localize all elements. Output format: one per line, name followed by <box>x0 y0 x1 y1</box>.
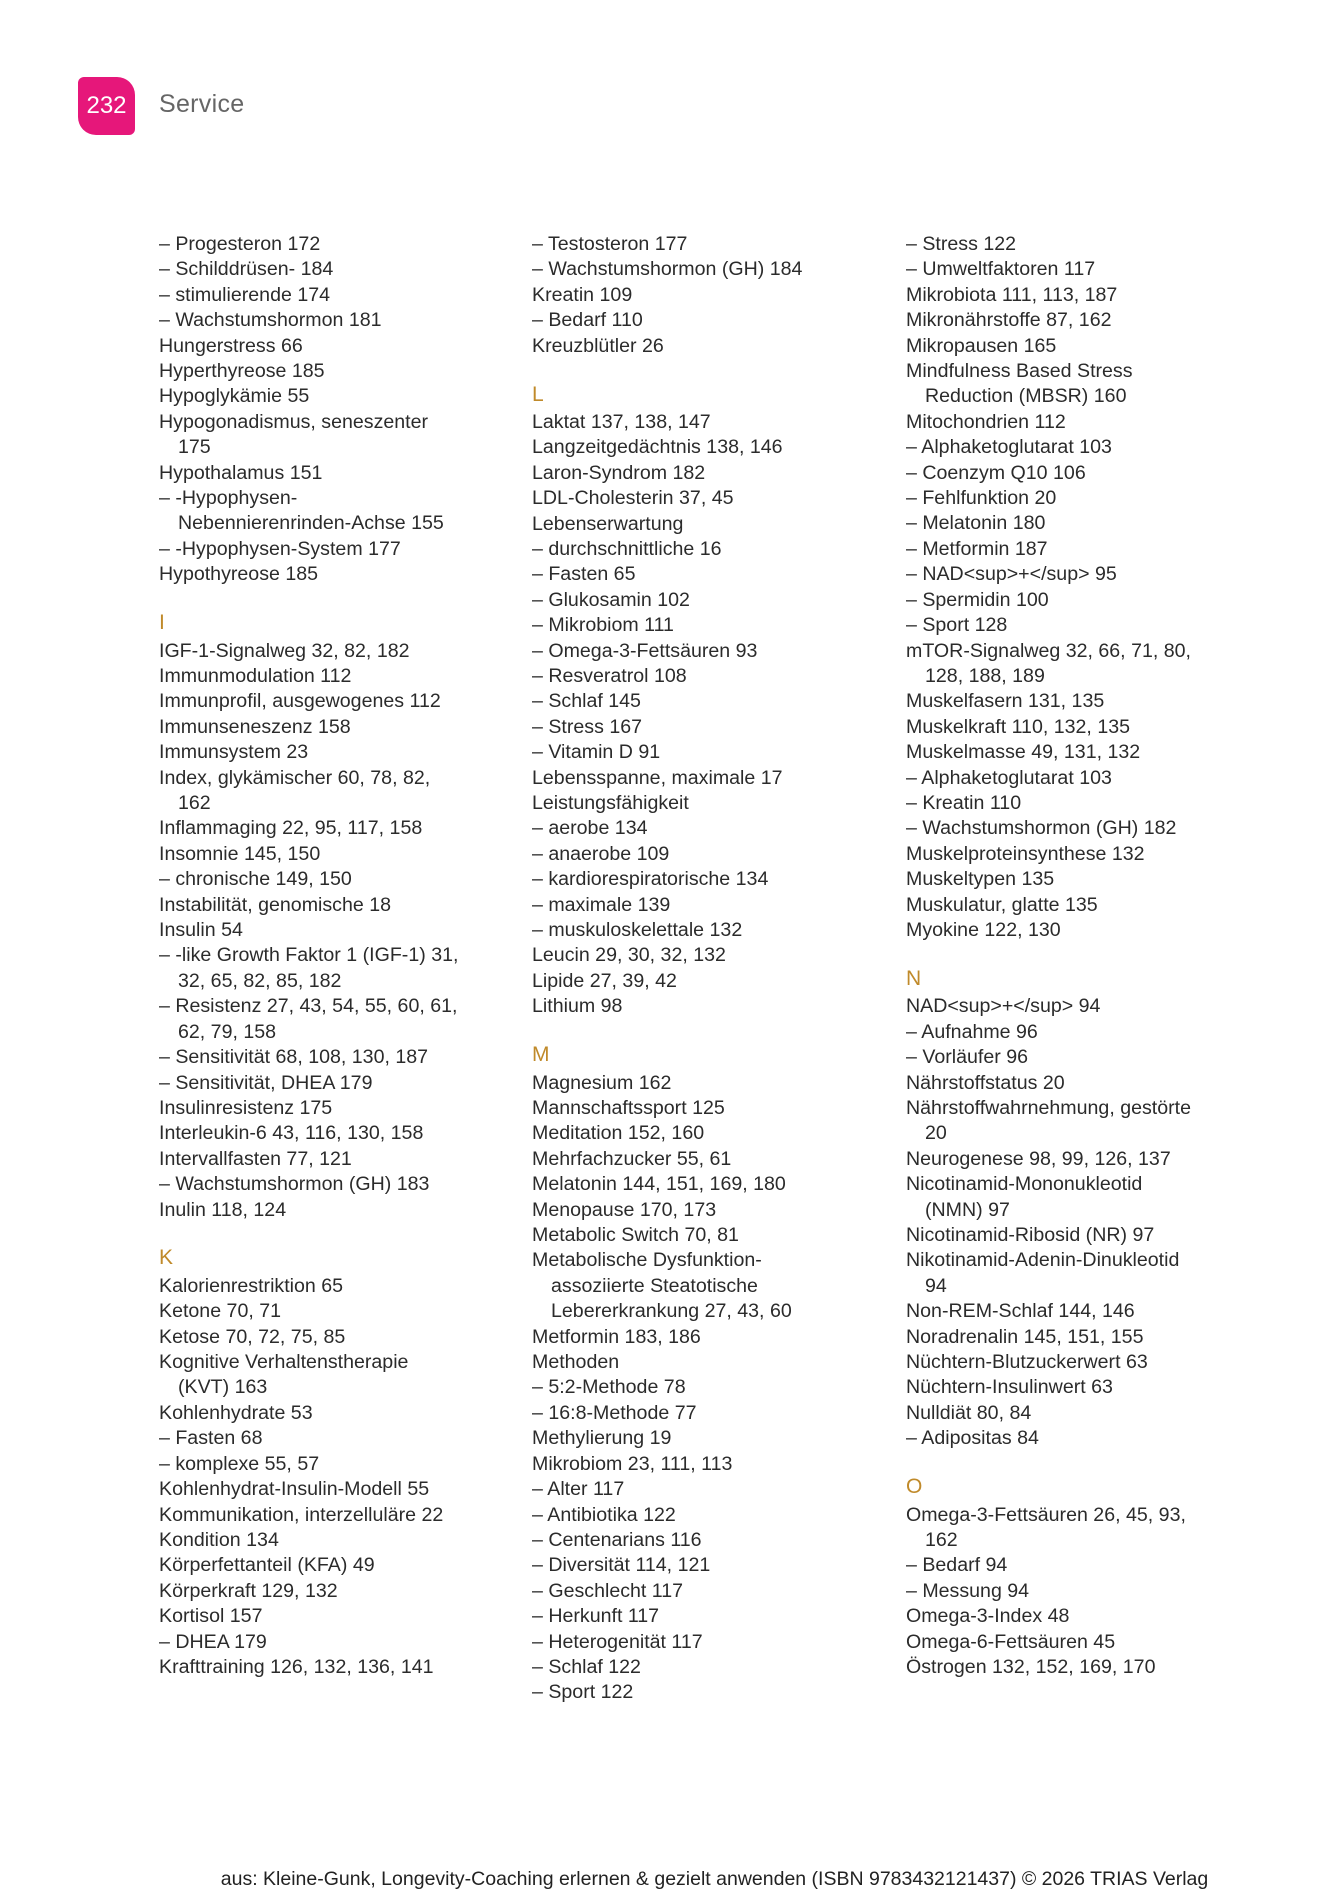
index-entry: Muskelmasse 49, 131, 132 <box>906 741 1141 764</box>
index-entry: Index, glykämischer 60, 78, 82, <box>159 766 431 789</box>
index-entry: – Bedarf 94 <box>906 1554 1008 1577</box>
index-entry: Lithium 98 <box>532 995 623 1018</box>
index-entry: – Schlaf 145 <box>532 690 641 713</box>
index-entry: Muskelfasern 131, 135 <box>906 690 1105 713</box>
index-entry: – Mikrobiom 111 <box>532 614 674 637</box>
index-entry: NAD<sup>+</sup> 94 <box>906 995 1101 1018</box>
index-entry-continuation: assoziierte Steatotische <box>551 1274 758 1297</box>
index-entry: Mindfulness Based Stress <box>906 360 1133 383</box>
index-entry: – aerobe 134 <box>532 817 648 840</box>
index-entry: Nüchtern-Blutzuckerwert 63 <box>906 1350 1148 1373</box>
index-entry: Hypoglykämie 55 <box>159 385 310 408</box>
index-entry: – komplexe 55, 57 <box>159 1452 320 1475</box>
index-entry: Muskulatur, glatte 135 <box>906 893 1098 916</box>
index-entry: – NAD<sup>+</sup> 95 <box>906 563 1117 586</box>
copyright-footer: aus: Kleine-Gunk, Longevity-Coaching erlernen & gezielt anwenden (ISBN 9783432121437) © 2026 TRIAS Verlag <box>220 1868 1209 1890</box>
index-entry: – Antibiotika 122 <box>532 1503 676 1526</box>
index-entry: Laktat 137, 138, 147 <box>532 410 711 433</box>
index-entry: Hypothalamus 151 <box>159 461 323 484</box>
index-entry: Nulldiät 80, 84 <box>906 1401 1032 1424</box>
index-entry: Mikrobiota 111, 113, 187 <box>906 283 1118 306</box>
index-entry: Mikropausen 165 <box>906 334 1057 357</box>
index-entry: Kohlenhydrate 53 <box>159 1401 313 1424</box>
index-entry: Omega-3-Index 48 <box>906 1605 1070 1628</box>
index-entry: – Schilddrüsen- 184 <box>159 258 334 281</box>
index-entry: Metabolic Switch 70, 81 <box>532 1224 739 1247</box>
index-entry: – Heterogenität 117 <box>532 1630 703 1653</box>
index-entry: Nährstoffwahrnehmung, gestörte <box>906 1096 1191 1119</box>
index-entry-continuation: 94 <box>925 1274 947 1297</box>
index-entry: Ketone 70, 71 <box>159 1300 282 1323</box>
index-entry: Interleukin-6 43, 116, 130, 158 <box>159 1122 424 1145</box>
index-entry: – Glukosamin 102 <box>532 588 690 611</box>
index-entry: Non-REM-Schlaf 144, 146 <box>906 1300 1135 1323</box>
index-entry: Muskelproteinsynthese 132 <box>906 842 1145 865</box>
index-entry-continuation: 20 <box>925 1122 947 1145</box>
index-entry: Mehrfachzucker 55, 61 <box>532 1147 732 1170</box>
index-entry: Nicotinamid-Mononukleotid <box>906 1173 1143 1196</box>
index-entry: – Resistenz 27, 43, 54, 55, 60, 61, <box>159 995 458 1018</box>
index-entry: – Sport 122 <box>532 1681 634 1704</box>
index-entry: Nikotinamid-Adenin-Dinukleotid <box>906 1249 1180 1272</box>
index-column-2 <box>532 232 872 1706</box>
index-entry: Hungerstress 66 <box>159 334 303 357</box>
index-entry: Kreatin 109 <box>532 283 633 306</box>
index-entry-continuation: 32, 65, 82, 85, 182 <box>178 969 342 992</box>
index-entry: – Melatonin 180 <box>906 512 1046 535</box>
index-entry: – Resveratrol 108 <box>532 665 687 687</box>
index-entry: – Fasten 68 <box>159 1427 263 1450</box>
index-entry: – Geschlecht 117 <box>532 1579 684 1602</box>
index-entry: Meditation 152, 160 <box>532 1122 705 1145</box>
index-entry: – Spermidin 100 <box>906 588 1049 611</box>
index-entry: Omega-3-Fettsäuren 26, 45, 93, <box>906 1503 1186 1526</box>
index-entry: Inulin 118, 124 <box>159 1198 287 1221</box>
index-entry-continuation: 62, 79, 158 <box>178 1020 277 1043</box>
index-entry: Östrogen 132, 152, 169, 170 <box>906 1655 1156 1678</box>
index-entry: – Sport 128 <box>906 614 1008 637</box>
index-letter-heading: O <box>906 1475 923 1499</box>
index-entry-continuation: Reduction (MBSR) 160 <box>925 385 1127 408</box>
index-entry-continuation: 128, 188, 189 <box>925 664 1045 687</box>
index-entry: – -Hypophysen- <box>159 487 298 510</box>
index-entry: – chronische 149, 150 <box>159 868 352 891</box>
index-entry: – Centenarians 116 <box>532 1528 702 1551</box>
index-entry: Muskeltypen 135 <box>906 868 1055 891</box>
index-entry: – Kreatin 110 <box>906 791 1022 814</box>
index-entry: – 16:8-Methode 77 <box>532 1401 697 1424</box>
index-column-1 <box>159 232 499 1680</box>
index-entry-continuation: 162 <box>925 1528 958 1551</box>
index-entry: Ketose 70, 72, 75, 85 <box>159 1325 346 1348</box>
index-entry-continuation: 162 <box>178 792 211 815</box>
index-entry: Inflammaging 22, 95, 117, 158 <box>159 817 423 840</box>
index-entry: – muskuloskelettale 132 <box>532 919 743 942</box>
index-letter-heading: L <box>532 382 544 406</box>
index-entry: Metformin 183, 186 <box>532 1325 701 1348</box>
index-entry: – Schlaf 122 <box>532 1655 641 1678</box>
index-entry: Kreuzblütler 26 <box>532 334 664 357</box>
index-entry-continuation: Nebennierenrinden-Achse 155 <box>178 512 444 535</box>
index-entry: Hypogonadismus, seneszenter <box>159 410 429 433</box>
index-entry: Muskelkraft 110, 132, 135 <box>906 715 1131 738</box>
index-entry: Kortisol 157 <box>159 1605 263 1628</box>
index-entry: Neurogenese 98, 99, 126, 137 <box>906 1147 1171 1170</box>
index-entry: Nährstoffstatus 20 <box>906 1071 1065 1094</box>
index-entry: Kondition 134 <box>159 1528 279 1551</box>
index-entry: – -like Growth Faktor 1 (IGF-1) 31, <box>159 944 459 967</box>
index-entry: Intervallfasten 77, 121 <box>159 1147 352 1170</box>
index-entry: Hyperthyreose 185 <box>159 360 325 383</box>
section-title: Service <box>159 90 245 118</box>
index-entry: – 5:2-Methode 78 <box>532 1376 686 1399</box>
index-entry-continuation: (KVT) 163 <box>178 1376 268 1399</box>
index-entry: Menopause 170, 173 <box>532 1198 717 1221</box>
index-entry: Noradrenalin 145, 151, 155 <box>906 1325 1144 1348</box>
index-entry: – Diversität 114, 121 <box>532 1554 711 1577</box>
index-entry: Omega-6-Fettsäuren 45 <box>906 1630 1116 1653</box>
index-entry: – Sensitivität, DHEA 179 <box>159 1071 373 1094</box>
index-entry: Kalorienrestriktion 65 <box>159 1274 344 1297</box>
index-entry-continuation: (NMN) 97 <box>925 1198 1010 1221</box>
index-entry: Kommunikation, interzelluläre 22 <box>159 1503 444 1526</box>
index-entry: – Vorläufer 96 <box>906 1046 1029 1069</box>
index-entry: – Messung 94 <box>906 1579 1030 1602</box>
index-entry: – Coenzym Q10 106 <box>906 461 1086 484</box>
index-entry: Lipide 27, 39, 42 <box>532 969 677 992</box>
index-entry: – -Hypophysen-System 177 <box>159 537 401 560</box>
index-entry: Leucin 29, 30, 32, 132 <box>532 944 726 967</box>
index-entry: Mikrobiom 23, 111, 113 <box>532 1452 733 1475</box>
index-entry: Lebenserwartung <box>532 512 684 535</box>
index-entry: – Sensitivität 68, 108, 130, 187 <box>159 1046 429 1069</box>
index-entry: – Wachstumshormon (GH) 184 <box>532 258 803 281</box>
index-entry: – Stress 122 <box>906 233 1017 255</box>
index-letter-heading: K <box>159 1246 174 1270</box>
index-entry: – Wachstumshormon 181 <box>159 309 382 332</box>
index-entry: – Omega-3-Fettsäuren 93 <box>532 639 758 662</box>
index-entry: Immunprofil, ausgewogenes 112 <box>159 690 441 713</box>
index-entry: Melatonin 144, 151, 169, 180 <box>532 1173 786 1196</box>
index-letter-heading: I <box>159 611 165 635</box>
index-entry: – Vitamin D 91 <box>532 741 661 764</box>
index-entry: Insomnie 145, 150 <box>159 842 321 865</box>
index-entry: Mannschaftssport 125 <box>532 1097 725 1119</box>
index-entry: – anaerobe 109 <box>532 842 670 865</box>
index-entry: Nicotinamid-Ribosid (NR) 97 <box>906 1223 1155 1246</box>
index-entry: – Bedarf 110 <box>532 309 643 332</box>
index-entry: – Aufnahme 96 <box>906 1020 1038 1043</box>
index-entry: – Alphaketoglutarat 103 <box>906 436 1112 459</box>
index-entry: Nüchtern-Insulinwert 63 <box>906 1376 1113 1399</box>
index-entry: – Stress 167 <box>532 715 643 738</box>
index-entry: Immunsystem 23 <box>159 741 309 764</box>
index-entry: Mikronährstoffe 87, 162 <box>906 309 1112 332</box>
index-entry: – Wachstumshormon (GH) 182 <box>906 817 1177 840</box>
index-entry: – Herkunft 117 <box>532 1605 660 1628</box>
page-number-badge <box>78 77 135 135</box>
index-entry-continuation: Lebererkrankung 27, 43, 60 <box>551 1300 792 1323</box>
index-entry: – Metformin 187 <box>906 537 1048 560</box>
index-entry: Metabolische Dysfunktion- <box>532 1249 762 1272</box>
index-letter-heading: M <box>532 1043 550 1067</box>
index-entry: – durchschnittliche 16 <box>532 537 722 560</box>
index-entry: Laron-Syndrom 182 <box>532 461 706 484</box>
index-entry: – Alter 117 <box>532 1478 625 1501</box>
index-entry: – stimulierende 174 <box>159 283 331 306</box>
index-entry: mTOR-Signalweg 32, 66, 71, 80, <box>906 639 1191 662</box>
index-entry: Kohlenhydrat-Insulin-Modell 55 <box>159 1478 430 1501</box>
index-entry: LDL-Cholesterin 37, 45 <box>532 487 734 510</box>
index-entry: Leistungsfähigkeit <box>532 792 689 815</box>
index-entry: Körperkraft 129, 132 <box>159 1579 338 1602</box>
index-entry: Immunseneszenz 158 <box>159 715 351 738</box>
index-column-3 <box>906 232 1246 1680</box>
index-entry: Insulin 54 <box>159 919 243 942</box>
index-entry: Insulinresistenz 175 <box>159 1096 333 1119</box>
index-entry: – Testosteron 177 <box>532 233 688 255</box>
index-entry: Methylierung 19 <box>532 1427 672 1450</box>
index-entry: Methoden <box>532 1351 620 1374</box>
index-entry: – kardiorespiratorische 134 <box>532 868 769 891</box>
index-entry: – Progesteron 172 <box>159 233 321 255</box>
index-entry: – maximale 139 <box>532 893 671 916</box>
index-entry: – Fasten 65 <box>532 563 636 586</box>
index-entry: – Umweltfaktoren 117 <box>906 258 1096 281</box>
index-entry: Langzeitgedächtnis 138, 146 <box>532 436 783 459</box>
index-entry: – Adipositas 84 <box>906 1427 1039 1450</box>
index-entry-continuation: 175 <box>178 436 211 459</box>
index-entry: Magnesium 162 <box>532 1071 672 1094</box>
index-entry: Instabilität, genomische 18 <box>159 893 391 916</box>
index-entry: – Alphaketoglutarat 103 <box>906 766 1112 789</box>
index-entry: – Wachstumshormon (GH) 183 <box>159 1173 430 1196</box>
index-entry: Körperfettanteil (KFA) 49 <box>159 1554 375 1577</box>
index-entry: IGF-1-Signalweg 32, 82, 182 <box>159 639 410 662</box>
index-entry: Immunmodulation 112 <box>159 665 352 687</box>
index-letter-heading: N <box>906 966 922 990</box>
index-entry: Krafttraining 126, 132, 136, 141 <box>159 1655 434 1678</box>
index-entry: – Fehlfunktion 20 <box>906 487 1057 510</box>
index-entry: Kognitive Verhaltenstherapie <box>159 1351 409 1374</box>
index-entry: Hypothyreose 185 <box>159 563 319 586</box>
index-entry: – DHEA 179 <box>159 1630 267 1653</box>
index-entry: Mitochondrien 112 <box>906 410 1066 433</box>
index-entry: Lebensspanne, maximale 17 <box>532 766 783 789</box>
index-entry: Myokine 122, 130 <box>906 918 1061 941</box>
page-number: 232 <box>86 92 127 119</box>
